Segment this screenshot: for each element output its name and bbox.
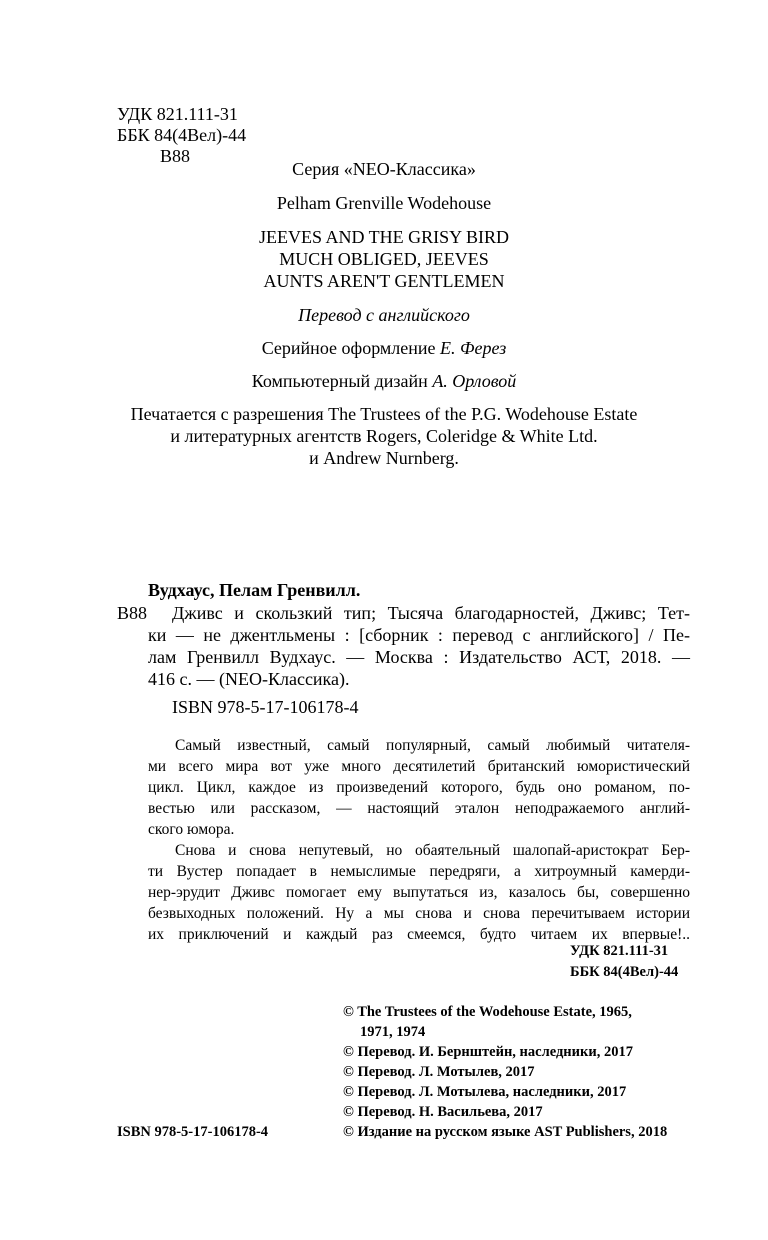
permission-line-3: и Andrew Nurnberg. [309, 448, 459, 468]
bbk-code: ББК 84(4Вел)-44 [117, 125, 247, 145]
annotation-line: ти Вустер попадает в немыслимые передряги, а хитроумный камерди- [148, 863, 690, 880]
bottom-bbk-code: ББК 84(4Вел)-44 [570, 964, 679, 980]
annotation-line: ми всего мира вот уже много десятилетий британский юмористический [148, 758, 690, 775]
permission-line-2: и литературных агентств Rogers, Coleridge & White Ltd. [170, 426, 598, 446]
annotation-line: их приключений и каждый раз смеемся, будто читаем их впервые!.. [148, 926, 690, 943]
author-mark: В88 [160, 146, 191, 166]
copyright-line: © Издание на русском языке AST Publishers, 2018 [343, 1124, 668, 1140]
copyright-line: © Перевод. И. Бернштейн, наследники, 2017 [343, 1044, 633, 1060]
original-title-2: MUCH OBLIGED, JEEVES [279, 249, 489, 269]
catalog-line-1: Дживс и скользкий тип; Тысяча благодарностей, Дживс; Тет- [172, 603, 690, 623]
copyright-line: © Перевод. Л. Мотылев, 2017 [343, 1064, 535, 1080]
catalog-heading: Вудхаус, Пелам Гренвилл. [148, 580, 361, 600]
original-title-1: JEEVES AND THE GRISY BIRD [258, 227, 509, 247]
catalog-isbn: ISBN 978-5-17-106178-4 [172, 697, 359, 717]
catalog-mark: В88 [117, 603, 148, 623]
bottom-udk-code: УДК 821.111-31 [570, 943, 669, 959]
annotation-line: безвыходных положений. Ну а мы снова и снова перечитываем истории [148, 905, 690, 922]
copyright-line: 1971, 1974 [360, 1024, 426, 1040]
annotation-line: Самый известный, самый популярный, самый любимый читателя- [175, 737, 690, 754]
computer-design-label: Компьютерный дизайн [251, 371, 428, 391]
catalog-line-2: ки — не джентльмены : [сборник : перевод с английского] / Пе- [148, 625, 690, 645]
computer-designer: А. Орловой [432, 371, 517, 391]
original-title-3: AUNTS AREN'T GENTLEMEN [263, 271, 505, 291]
permission-line-1: Печатается с разрешения The Trustees of the P.G. Wodehouse Estate [130, 404, 638, 424]
annotation-line: вестью или рассказом, — настоящий эталон неподражаемого англий- [148, 800, 690, 817]
original-author: Pelham Grenville Wodehouse [276, 193, 492, 213]
annotation-line: Снова и снова непутевый, но обаятельный шалопай-аристократ Бер- [175, 842, 690, 859]
series-design-credit [0, 337, 768, 359]
series-designer: Е. Ферез [440, 338, 507, 358]
udk-code: УДК 821.111-31 [117, 104, 238, 124]
computer-design-credit [0, 370, 768, 392]
annotation-line: нер-эрудит Дживс помогает ему выпутаться из, казалось бы, совершенно [148, 884, 690, 901]
copyright-line: © Перевод. Н. Васильева, 2017 [343, 1104, 543, 1120]
series-design-label: Серийное оформление [261, 338, 436, 358]
series-title: Серия «NEO-Классика» [292, 159, 476, 179]
catalog-line-4: 416 с. — (NEO-Классика). [148, 669, 350, 689]
annotation-line: ского юмора. [148, 821, 235, 838]
copyright-line: © The Trustees of the Wodehouse Estate, 1965, [343, 1004, 632, 1020]
copyright-line: © Перевод. Л. Мотылева, наследники, 2017 [343, 1084, 627, 1100]
bottom-isbn: ISBN 978-5-17-106178-4 [117, 1124, 269, 1140]
catalog-line-3: лам Гренвилл Вудхаус. — Москва : Издательство АСТ, 2018. — [148, 647, 690, 667]
annotation-line: цикл. Цикл, каждое из произведений которого, будь оно романом, по- [148, 779, 690, 796]
translation-note: Перевод с английского [298, 305, 470, 325]
